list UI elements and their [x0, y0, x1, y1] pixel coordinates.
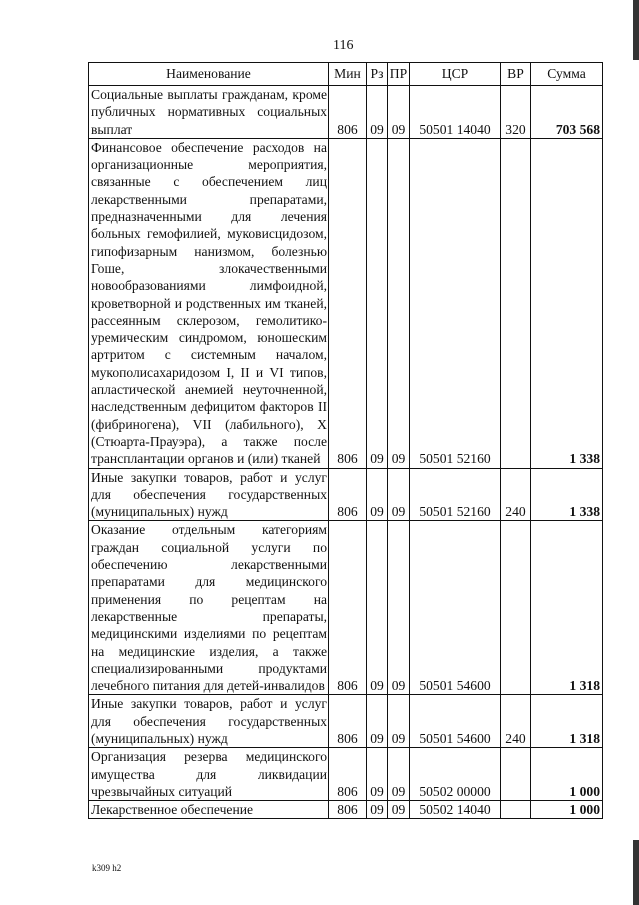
row-name: Организация резерва медицинского имущества для ликвидации чрезвычайных ситуаций	[89, 748, 329, 801]
row-rz: 09	[367, 695, 388, 748]
row-pr: 09	[388, 86, 410, 139]
row-csr: 50502 00000	[410, 748, 501, 801]
row-sum: 1 000	[531, 801, 603, 819]
row-name: Иные закупки товаров, работ и услуг для обеспечения государственных (муниципальных) нужд	[89, 468, 329, 521]
row-rz: 09	[367, 801, 388, 819]
row-vr: 240	[501, 695, 531, 748]
header-name: Наименование	[89, 63, 329, 86]
row-min: 806	[329, 138, 367, 468]
row-csr: 50501 54600	[410, 695, 501, 748]
row-pr: 09	[388, 521, 410, 695]
row-rz: 09	[367, 86, 388, 139]
budget-table	[88, 62, 603, 819]
header-sum: Сумма	[531, 63, 603, 86]
header-pr: ПР	[388, 63, 410, 86]
row-pr: 09	[388, 801, 410, 819]
row-csr: 50501 54600	[410, 521, 501, 695]
row-min: 806	[329, 748, 367, 801]
row-name: Оказание отдельным категориям граждан социальной услуги по обеспечению лекарственными препаратами для медицинского применения по рецептам на лекарственные препараты, медицинскими изделиями по рецептам на медицинские изделия, а также специализированными продуктами лечебного питания для детей-инвалидов	[89, 521, 329, 695]
row-name: Иные закупки товаров, работ и услуг для обеспечения государственных (муниципальных) нужд	[89, 695, 329, 748]
row-pr: 09	[388, 468, 410, 521]
row-name: Финансовое обеспечение расходов на организационные мероприятия, связанные с обеспечением лиц лекарственными препаратами, предназначенными для лечения больных гемофилией, муковисцидозом, гипофизарным нанизмом, болезнью Гоше, злокачественными новообразованиями лимфоидной, кроветворной и родственных им тканей, рассеянным склерозом, гемолитико-уремическим синдромом, юношеским артритом с системным началом, мукополисахаридозом I, II и VI типов, апластической анемией неуточненной, наследственным дефицитом факторов II (фибриногена), VII (лабильного), X (Стюарта-Прауэра), а также после трансплантации органов и (или) тканей	[89, 138, 329, 468]
row-min: 806	[329, 695, 367, 748]
row-rz: 09	[367, 748, 388, 801]
table-row	[89, 521, 603, 695]
scan-edge-shadow-top	[633, 0, 639, 60]
row-rz: 09	[367, 138, 388, 468]
row-csr: 50501 52160	[410, 468, 501, 521]
row-sum: 1 338	[531, 468, 603, 521]
row-pr: 09	[388, 748, 410, 801]
scan-edge-shadow-bottom	[633, 840, 639, 905]
row-min: 806	[329, 86, 367, 139]
row-min: 806	[329, 468, 367, 521]
row-sum: 1 000	[531, 748, 603, 801]
table-row	[89, 801, 603, 819]
table-row	[89, 138, 603, 468]
row-sum: 1 338	[531, 138, 603, 468]
table-header-row	[89, 63, 603, 86]
row-rz: 09	[367, 521, 388, 695]
row-pr: 09	[388, 695, 410, 748]
row-name: Социальные выплаты гражданам, кроме публичных нормативных социальных выплат	[89, 86, 329, 139]
header-min: Мин	[329, 63, 367, 86]
header-rz: Рз	[367, 63, 388, 86]
header-csr: ЦСР	[410, 63, 501, 86]
table-row	[89, 695, 603, 748]
header-vr: ВР	[501, 63, 531, 86]
row-sum: 1 318	[531, 695, 603, 748]
row-vr	[501, 801, 531, 819]
row-sum: 703 568	[531, 86, 603, 139]
row-vr: 240	[501, 468, 531, 521]
row-csr: 50501 52160	[410, 138, 501, 468]
row-vr	[501, 138, 531, 468]
page-number: 116	[333, 38, 354, 53]
row-min: 806	[329, 521, 367, 695]
row-csr: 50501 14040	[410, 86, 501, 139]
row-pr: 09	[388, 138, 410, 468]
row-vr	[501, 748, 531, 801]
row-min: 806	[329, 801, 367, 819]
table-row	[89, 468, 603, 521]
row-rz: 09	[367, 468, 388, 521]
row-vr	[501, 521, 531, 695]
row-vr: 320	[501, 86, 531, 139]
table-row	[89, 748, 603, 801]
row-csr: 50502 14040	[410, 801, 501, 819]
footer-document-code: k309 h2	[92, 863, 122, 873]
table-row	[89, 86, 603, 139]
row-name: Лекарственное обеспечение	[89, 801, 329, 819]
row-sum: 1 318	[531, 521, 603, 695]
